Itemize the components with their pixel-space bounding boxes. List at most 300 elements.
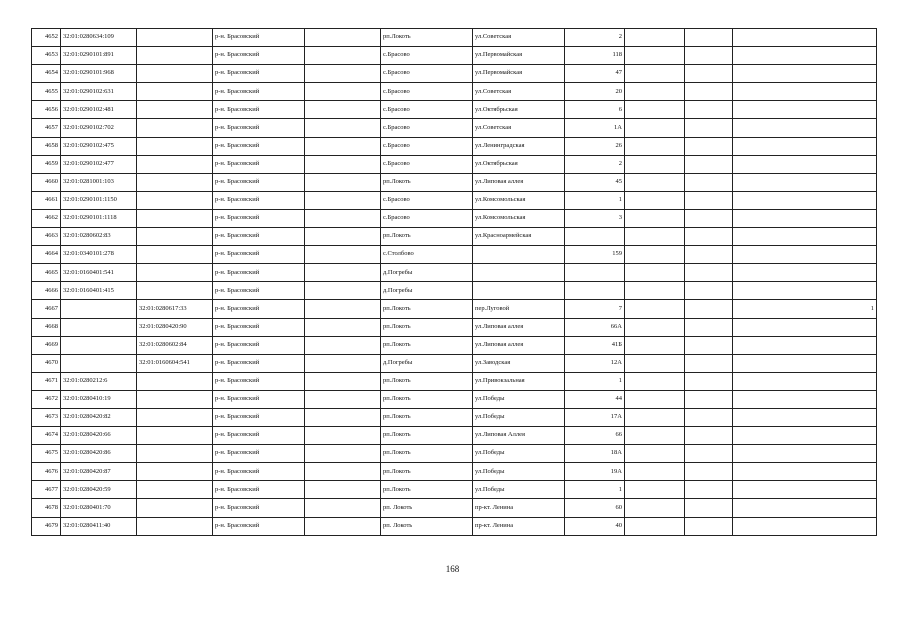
extra-cell-1 bbox=[625, 517, 685, 535]
district-cell: р-н. Брасовский bbox=[213, 481, 305, 499]
cadastral-number-cell: 32:01:0290101:1150 bbox=[61, 191, 137, 209]
locality-cell: рп. Локоть bbox=[381, 517, 473, 535]
extra-cell-3 bbox=[733, 445, 877, 463]
street-cell: ул.Победы bbox=[473, 445, 565, 463]
extra-cell-1 bbox=[625, 282, 685, 300]
blank-cell bbox=[305, 209, 381, 227]
district-cell: р-н. Брасовский bbox=[213, 427, 305, 445]
extra-cell-1 bbox=[625, 155, 685, 173]
cadastral-number-cell: 32:01:0280420:86 bbox=[61, 445, 137, 463]
extra-cell-1 bbox=[625, 300, 685, 318]
cadastral-number-alt-cell bbox=[137, 445, 213, 463]
locality-cell: д.Погребы bbox=[381, 354, 473, 372]
locality-cell: с.Брасово bbox=[381, 137, 473, 155]
extra-cell-2 bbox=[685, 228, 733, 246]
cadastral-number-cell: 32:01:0280212:6 bbox=[61, 372, 137, 390]
extra-cell-1 bbox=[625, 83, 685, 101]
locality-cell: с.Брасово bbox=[381, 47, 473, 65]
house-number-cell: 19А bbox=[565, 463, 625, 481]
cadastral-number-cell: 32:01:0280602:83 bbox=[61, 228, 137, 246]
extra-cell-3 bbox=[733, 463, 877, 481]
locality-cell: рп.Локоть bbox=[381, 427, 473, 445]
street-cell bbox=[473, 246, 565, 264]
street-cell: ул.Победы bbox=[473, 390, 565, 408]
cadastral-number-alt-cell bbox=[137, 137, 213, 155]
extra-cell-3: 1 bbox=[733, 300, 877, 318]
cadastral-number-alt-cell: 32:01:0280617:33 bbox=[137, 300, 213, 318]
street-cell bbox=[473, 282, 565, 300]
cadastral-number-cell: 32:01:0160401:415 bbox=[61, 282, 137, 300]
street-cell: ул.Красноармейская bbox=[473, 228, 565, 246]
extra-cell-1 bbox=[625, 65, 685, 83]
cadastral-number-cell: 32:01:0290102:631 bbox=[61, 83, 137, 101]
extra-cell-1 bbox=[625, 354, 685, 372]
house-number-cell: 1А bbox=[565, 119, 625, 137]
blank-cell bbox=[305, 427, 381, 445]
house-number-cell: 17А bbox=[565, 408, 625, 426]
house-number-cell bbox=[565, 282, 625, 300]
extra-cell-3 bbox=[733, 517, 877, 535]
blank-cell bbox=[305, 246, 381, 264]
extra-cell-3 bbox=[733, 499, 877, 517]
row-number-cell: 4676 bbox=[32, 463, 61, 481]
extra-cell-2 bbox=[685, 300, 733, 318]
locality-cell: рп.Локоть bbox=[381, 408, 473, 426]
street-cell: ул.Первомайская bbox=[473, 65, 565, 83]
cadastral-number-cell bbox=[61, 354, 137, 372]
house-number-cell: 41Б bbox=[565, 336, 625, 354]
locality-cell: рп.Локоть bbox=[381, 336, 473, 354]
row-number-cell: 4675 bbox=[32, 445, 61, 463]
locality-cell: рп.Локоть bbox=[381, 372, 473, 390]
row-number-cell: 4665 bbox=[32, 264, 61, 282]
blank-cell bbox=[305, 499, 381, 517]
cadastral-number-cell: 32:01:0340101:278 bbox=[61, 246, 137, 264]
street-cell: ул.Заводская bbox=[473, 354, 565, 372]
cadastral-number-alt-cell bbox=[137, 264, 213, 282]
extra-cell-3 bbox=[733, 65, 877, 83]
extra-cell-3 bbox=[733, 282, 877, 300]
extra-cell-2 bbox=[685, 137, 733, 155]
house-number-cell: 1 bbox=[565, 191, 625, 209]
district-cell: р-н. Брасовский bbox=[213, 336, 305, 354]
house-number-cell: 2 bbox=[565, 155, 625, 173]
locality-cell: с.Столбово bbox=[381, 246, 473, 264]
locality-cell: рп.Локоть bbox=[381, 228, 473, 246]
extra-cell-3 bbox=[733, 83, 877, 101]
cadastral-number-alt-cell bbox=[137, 282, 213, 300]
district-cell: р-н. Брасовский bbox=[213, 499, 305, 517]
locality-cell: с.Брасово bbox=[381, 155, 473, 173]
district-cell: р-н. Брасовский bbox=[213, 119, 305, 137]
blank-cell bbox=[305, 336, 381, 354]
district-cell: р-н. Брасовский bbox=[213, 65, 305, 83]
cadastral-number-alt-cell bbox=[137, 246, 213, 264]
cadastral-number-cell: 32:01:0290101:1118 bbox=[61, 209, 137, 227]
row-number-cell: 4677 bbox=[32, 481, 61, 499]
cadastral-number-alt-cell bbox=[137, 517, 213, 535]
house-number-cell: 159 bbox=[565, 246, 625, 264]
extra-cell-3 bbox=[733, 173, 877, 191]
house-number-cell: 118 bbox=[565, 47, 625, 65]
extra-cell-2 bbox=[685, 517, 733, 535]
table-row bbox=[32, 101, 877, 119]
table-row bbox=[32, 264, 877, 282]
data-table bbox=[31, 28, 877, 536]
table-row bbox=[32, 191, 877, 209]
row-number-cell: 4660 bbox=[32, 173, 61, 191]
street-cell: ул.Липовая аллея bbox=[473, 173, 565, 191]
extra-cell-3 bbox=[733, 47, 877, 65]
row-number-cell: 4674 bbox=[32, 427, 61, 445]
house-number-cell: 18А bbox=[565, 445, 625, 463]
cadastral-number-cell: 32:01:0290102:702 bbox=[61, 119, 137, 137]
extra-cell-3 bbox=[733, 246, 877, 264]
extra-cell-2 bbox=[685, 372, 733, 390]
extra-cell-1 bbox=[625, 47, 685, 65]
extra-cell-2 bbox=[685, 173, 733, 191]
extra-cell-1 bbox=[625, 336, 685, 354]
district-cell: р-н. Брасовский bbox=[213, 354, 305, 372]
cadastral-number-alt-cell bbox=[137, 101, 213, 119]
extra-cell-3 bbox=[733, 481, 877, 499]
extra-cell-2 bbox=[685, 463, 733, 481]
district-cell: р-н. Брасовский bbox=[213, 209, 305, 227]
street-cell: ул.Октябрьская bbox=[473, 155, 565, 173]
blank-cell bbox=[305, 83, 381, 101]
row-number-cell: 4678 bbox=[32, 499, 61, 517]
house-number-cell: 1 bbox=[565, 481, 625, 499]
table-row bbox=[32, 155, 877, 173]
district-cell: р-н. Брасовский bbox=[213, 408, 305, 426]
table-row bbox=[32, 336, 877, 354]
street-cell bbox=[473, 264, 565, 282]
cadastral-number-cell: 32:01:0290101:891 bbox=[61, 47, 137, 65]
blank-cell bbox=[305, 390, 381, 408]
cadastral-number-alt-cell bbox=[137, 47, 213, 65]
cadastral-number-cell: 32:01:0290102:477 bbox=[61, 155, 137, 173]
cadastral-number-alt-cell bbox=[137, 372, 213, 390]
house-number-cell: 20 bbox=[565, 83, 625, 101]
house-number-cell: 26 bbox=[565, 137, 625, 155]
street-cell: ул.Первомайская bbox=[473, 47, 565, 65]
table-row bbox=[32, 173, 877, 191]
row-number-cell: 4664 bbox=[32, 246, 61, 264]
street-cell: пр-кт. Ленина bbox=[473, 517, 565, 535]
table-row bbox=[32, 390, 877, 408]
extra-cell-1 bbox=[625, 445, 685, 463]
extra-cell-1 bbox=[625, 481, 685, 499]
cadastral-number-alt-cell bbox=[137, 65, 213, 83]
district-cell: р-н. Брасовский bbox=[213, 282, 305, 300]
extra-cell-2 bbox=[685, 65, 733, 83]
cadastral-number-alt-cell bbox=[137, 390, 213, 408]
extra-cell-1 bbox=[625, 372, 685, 390]
row-number-cell: 4656 bbox=[32, 101, 61, 119]
extra-cell-2 bbox=[685, 101, 733, 119]
blank-cell bbox=[305, 65, 381, 83]
cadastral-number-alt-cell bbox=[137, 209, 213, 227]
street-cell: ул.Советская bbox=[473, 83, 565, 101]
extra-cell-1 bbox=[625, 499, 685, 517]
row-number-cell: 4662 bbox=[32, 209, 61, 227]
extra-cell-2 bbox=[685, 318, 733, 336]
cadastral-number-cell bbox=[61, 300, 137, 318]
row-number-cell: 4672 bbox=[32, 390, 61, 408]
table-row bbox=[32, 209, 877, 227]
locality-cell: с.Брасово bbox=[381, 191, 473, 209]
row-number-cell: 4667 bbox=[32, 300, 61, 318]
table-row bbox=[32, 47, 877, 65]
extra-cell-3 bbox=[733, 101, 877, 119]
street-cell: ул.Комсомольская bbox=[473, 209, 565, 227]
locality-cell: рп.Локоть bbox=[381, 390, 473, 408]
district-cell: р-н. Брасовский bbox=[213, 101, 305, 119]
extra-cell-2 bbox=[685, 83, 733, 101]
district-cell: р-н. Брасовский bbox=[213, 29, 305, 47]
cadastral-number-cell: 32:01:0160401:541 bbox=[61, 264, 137, 282]
house-number-cell: 40 bbox=[565, 517, 625, 535]
blank-cell bbox=[305, 155, 381, 173]
street-cell: пр-кт. Ленина bbox=[473, 499, 565, 517]
extra-cell-2 bbox=[685, 354, 733, 372]
extra-cell-2 bbox=[685, 47, 733, 65]
house-number-cell: 2 bbox=[565, 29, 625, 47]
table-row bbox=[32, 499, 877, 517]
street-cell: ул.Комсомольская bbox=[473, 191, 565, 209]
table-row bbox=[32, 408, 877, 426]
extra-cell-3 bbox=[733, 336, 877, 354]
cadastral-number-alt-cell bbox=[137, 499, 213, 517]
blank-cell bbox=[305, 445, 381, 463]
row-number-cell: 4671 bbox=[32, 372, 61, 390]
street-cell: ул.Липовая аллея bbox=[473, 318, 565, 336]
cadastral-number-cell: 32:01:0280420:59 bbox=[61, 481, 137, 499]
street-cell: ул.Ленинградская bbox=[473, 137, 565, 155]
district-cell: р-н. Брасовский bbox=[213, 228, 305, 246]
row-number-cell: 4661 bbox=[32, 191, 61, 209]
blank-cell bbox=[305, 29, 381, 47]
extra-cell-1 bbox=[625, 408, 685, 426]
cadastral-number-cell: 32:01:0280410:19 bbox=[61, 390, 137, 408]
locality-cell: рп.Локоть bbox=[381, 463, 473, 481]
extra-cell-2 bbox=[685, 119, 733, 137]
extra-cell-3 bbox=[733, 408, 877, 426]
locality-cell: рп.Локоть bbox=[381, 318, 473, 336]
cadastral-number-cell: 32:01:0280420:66 bbox=[61, 427, 137, 445]
table-row bbox=[32, 372, 877, 390]
blank-cell bbox=[305, 354, 381, 372]
blank-cell bbox=[305, 101, 381, 119]
row-number-cell: 4653 bbox=[32, 47, 61, 65]
blank-cell bbox=[305, 282, 381, 300]
district-cell: р-н. Брасовский bbox=[213, 372, 305, 390]
blank-cell bbox=[305, 173, 381, 191]
table-row bbox=[32, 517, 877, 535]
table-row bbox=[32, 29, 877, 47]
house-number-cell bbox=[565, 228, 625, 246]
extra-cell-1 bbox=[625, 101, 685, 119]
table-row bbox=[32, 83, 877, 101]
house-number-cell: 6 bbox=[565, 101, 625, 119]
district-cell: р-н. Брасовский bbox=[213, 173, 305, 191]
extra-cell-2 bbox=[685, 390, 733, 408]
row-number-cell: 4659 bbox=[32, 155, 61, 173]
table-row bbox=[32, 318, 877, 336]
district-cell: р-н. Брасовский bbox=[213, 155, 305, 173]
extra-cell-1 bbox=[625, 173, 685, 191]
extra-cell-2 bbox=[685, 481, 733, 499]
extra-cell-3 bbox=[733, 427, 877, 445]
locality-cell: с.Брасово bbox=[381, 209, 473, 227]
blank-cell bbox=[305, 228, 381, 246]
row-number-cell: 4666 bbox=[32, 282, 61, 300]
street-cell: ул.Победы bbox=[473, 408, 565, 426]
cadastral-number-alt-cell bbox=[137, 119, 213, 137]
table-row bbox=[32, 427, 877, 445]
extra-cell-3 bbox=[733, 29, 877, 47]
district-cell: р-н. Брасовский bbox=[213, 390, 305, 408]
cadastral-number-cell bbox=[61, 318, 137, 336]
row-number-cell: 4673 bbox=[32, 408, 61, 426]
extra-cell-2 bbox=[685, 29, 733, 47]
house-number-cell: 1 bbox=[565, 372, 625, 390]
street-cell: ул.Победы bbox=[473, 481, 565, 499]
street-cell: ул.Липовая аллея bbox=[473, 336, 565, 354]
locality-cell: рп.Локоть bbox=[381, 29, 473, 47]
extra-cell-1 bbox=[625, 318, 685, 336]
cadastral-number-alt-cell bbox=[137, 173, 213, 191]
cadastral-number-cell: 32:01:0280401:70 bbox=[61, 499, 137, 517]
cadastral-number-alt-cell bbox=[137, 427, 213, 445]
cadastral-number-cell: 32:01:0290102:481 bbox=[61, 101, 137, 119]
table-row bbox=[32, 228, 877, 246]
cadastral-number-cell: 32:01:0280420:87 bbox=[61, 463, 137, 481]
table-row bbox=[32, 282, 877, 300]
district-cell: р-н. Брасовский bbox=[213, 318, 305, 336]
cadastral-number-cell: 32:01:0280411:40 bbox=[61, 517, 137, 535]
district-cell: р-н. Брасовский bbox=[213, 517, 305, 535]
row-number-cell: 4669 bbox=[32, 336, 61, 354]
extra-cell-2 bbox=[685, 408, 733, 426]
locality-cell: с.Брасово bbox=[381, 83, 473, 101]
extra-cell-2 bbox=[685, 445, 733, 463]
table-row bbox=[32, 445, 877, 463]
locality-cell: с.Брасово bbox=[381, 65, 473, 83]
street-cell: пер.Луговой bbox=[473, 300, 565, 318]
street-cell: ул.Советская bbox=[473, 29, 565, 47]
row-number-cell: 4670 bbox=[32, 354, 61, 372]
extra-cell-3 bbox=[733, 137, 877, 155]
extra-cell-2 bbox=[685, 246, 733, 264]
house-number-cell: 3 bbox=[565, 209, 625, 227]
house-number-cell: 45 bbox=[565, 173, 625, 191]
row-number-cell: 4654 bbox=[32, 65, 61, 83]
row-number-cell: 4657 bbox=[32, 119, 61, 137]
district-cell: р-н. Брасовский bbox=[213, 191, 305, 209]
district-cell: р-н. Брасовский bbox=[213, 47, 305, 65]
house-number-cell: 7 bbox=[565, 300, 625, 318]
street-cell: ул.Привокзальная bbox=[473, 372, 565, 390]
table-row bbox=[32, 463, 877, 481]
district-cell: р-н. Брасовский bbox=[213, 246, 305, 264]
house-number-cell: 66 bbox=[565, 427, 625, 445]
row-number-cell: 4663 bbox=[32, 228, 61, 246]
cadastral-number-alt-cell: 32:01:0280602:84 bbox=[137, 336, 213, 354]
street-cell: ул.Липовая Аллея bbox=[473, 427, 565, 445]
cadastral-number-alt-cell bbox=[137, 83, 213, 101]
locality-cell: рп.Локоть bbox=[381, 300, 473, 318]
street-cell: ул.Советская bbox=[473, 119, 565, 137]
blank-cell bbox=[305, 463, 381, 481]
page-number: 168 bbox=[445, 564, 460, 574]
extra-cell-2 bbox=[685, 499, 733, 517]
extra-cell-1 bbox=[625, 29, 685, 47]
cadastral-number-alt-cell bbox=[137, 29, 213, 47]
cadastral-number-cell: 32:01:0280420:82 bbox=[61, 408, 137, 426]
row-number-cell: 4658 bbox=[32, 137, 61, 155]
locality-cell: рп.Локоть bbox=[381, 481, 473, 499]
extra-cell-1 bbox=[625, 246, 685, 264]
table-row bbox=[32, 481, 877, 499]
extra-cell-3 bbox=[733, 354, 877, 372]
table-row bbox=[32, 246, 877, 264]
extra-cell-3 bbox=[733, 191, 877, 209]
extra-cell-3 bbox=[733, 155, 877, 173]
street-cell: ул.Победы bbox=[473, 463, 565, 481]
blank-cell bbox=[305, 119, 381, 137]
blank-cell bbox=[305, 372, 381, 390]
street-cell: ул.Октябрьская bbox=[473, 101, 565, 119]
cadastral-number-cell: 32:01:0280634:109 bbox=[61, 29, 137, 47]
table-row bbox=[32, 137, 877, 155]
extra-cell-1 bbox=[625, 390, 685, 408]
extra-cell-3 bbox=[733, 119, 877, 137]
table-row bbox=[32, 65, 877, 83]
extra-cell-1 bbox=[625, 191, 685, 209]
blank-cell bbox=[305, 47, 381, 65]
table-body bbox=[32, 29, 877, 536]
extra-cell-2 bbox=[685, 191, 733, 209]
extra-cell-3 bbox=[733, 318, 877, 336]
district-cell: р-н. Брасовский bbox=[213, 264, 305, 282]
extra-cell-3 bbox=[733, 228, 877, 246]
extra-cell-1 bbox=[625, 228, 685, 246]
extra-cell-2 bbox=[685, 209, 733, 227]
extra-cell-2 bbox=[685, 282, 733, 300]
district-cell: р-н. Брасовский bbox=[213, 300, 305, 318]
house-number-cell: 60 bbox=[565, 499, 625, 517]
blank-cell bbox=[305, 408, 381, 426]
district-cell: р-н. Брасовский bbox=[213, 137, 305, 155]
locality-cell: с.Брасово bbox=[381, 119, 473, 137]
cadastral-number-alt-cell bbox=[137, 408, 213, 426]
extra-cell-2 bbox=[685, 155, 733, 173]
house-number-cell: 47 bbox=[565, 65, 625, 83]
table-row bbox=[32, 119, 877, 137]
blank-cell bbox=[305, 481, 381, 499]
locality-cell: рп.Локоть bbox=[381, 445, 473, 463]
extra-cell-2 bbox=[685, 427, 733, 445]
cadastral-number-cell: 32:01:0290102:475 bbox=[61, 137, 137, 155]
blank-cell bbox=[305, 264, 381, 282]
house-number-cell: 44 bbox=[565, 390, 625, 408]
district-cell: р-н. Брасовский bbox=[213, 463, 305, 481]
cadastral-number-alt-cell bbox=[137, 191, 213, 209]
row-number-cell: 4655 bbox=[32, 83, 61, 101]
extra-cell-3 bbox=[733, 372, 877, 390]
house-number-cell: 12А bbox=[565, 354, 625, 372]
